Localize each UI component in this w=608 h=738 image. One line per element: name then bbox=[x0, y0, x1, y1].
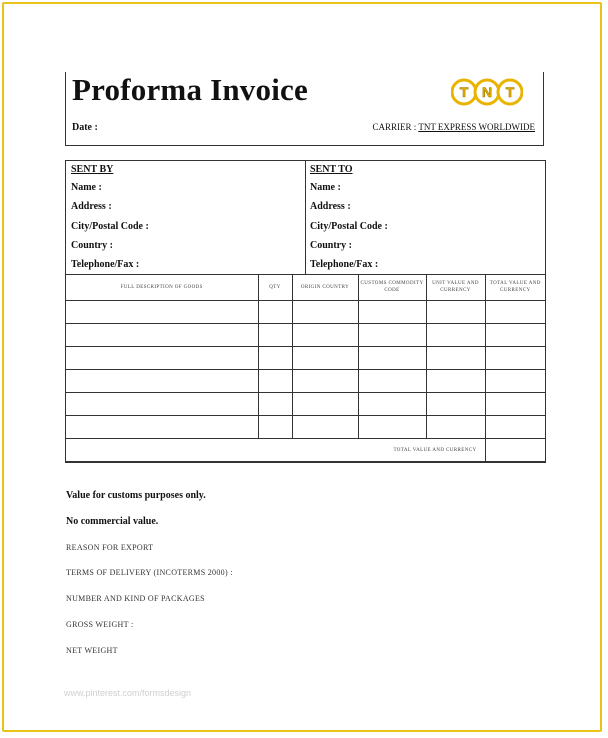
total-value-cell[interactable] bbox=[485, 324, 545, 347]
unit-value-cell[interactable] bbox=[426, 416, 485, 439]
invoice-body bbox=[65, 160, 546, 463]
commodity-code-cell[interactable] bbox=[358, 393, 426, 416]
invoice-header bbox=[65, 72, 544, 146]
qty-cell[interactable] bbox=[258, 301, 292, 324]
total-value-label: TOTAL VALUE AND CURRENCY bbox=[66, 439, 485, 462]
unit-value-cell[interactable] bbox=[426, 393, 485, 416]
commodity-code-cell[interactable] bbox=[358, 301, 426, 324]
column-header-description: FULL DESCRIPTION OF GOODS bbox=[66, 274, 258, 301]
sent-by-section bbox=[66, 161, 306, 274]
commodity-code-cell[interactable] bbox=[358, 324, 426, 347]
watermark-text: www.pinterest.com/formsdesign bbox=[64, 688, 192, 698]
sent-to-section bbox=[305, 161, 545, 274]
table-row bbox=[66, 370, 545, 393]
description-cell[interactable] bbox=[66, 324, 258, 347]
total-row bbox=[66, 439, 545, 462]
total-value-cell[interactable] bbox=[485, 370, 545, 393]
page-title: Proforma Invoice bbox=[72, 72, 308, 107]
table-row bbox=[66, 347, 545, 370]
grand-total-cell[interactable] bbox=[485, 439, 545, 462]
total-value-cell[interactable] bbox=[485, 416, 545, 439]
svg-text:N: N bbox=[481, 84, 493, 100]
unit-value-cell[interactable] bbox=[426, 301, 485, 324]
no-commercial-note: No commercial value. bbox=[66, 516, 159, 527]
svg-text:T: T bbox=[505, 84, 515, 100]
carrier-field bbox=[372, 122, 535, 132]
origin-cell[interactable] bbox=[292, 370, 358, 393]
origin-cell[interactable] bbox=[292, 347, 358, 370]
date-field[interactable]: Date : bbox=[72, 122, 98, 133]
origin-cell[interactable] bbox=[292, 324, 358, 347]
sent-by-telephone-field[interactable]: Telephone/Fax : bbox=[71, 259, 140, 270]
tnt-logo bbox=[451, 77, 523, 107]
column-header-total-value: TOTAL VALUE AND CURRENCY bbox=[485, 274, 545, 301]
origin-cell[interactable] bbox=[292, 393, 358, 416]
total-value-cell[interactable] bbox=[485, 347, 545, 370]
sent-by-country-field[interactable]: Country : bbox=[71, 240, 113, 251]
qty-cell[interactable] bbox=[258, 370, 292, 393]
commodity-code-cell[interactable] bbox=[358, 416, 426, 439]
sent-to-name-field[interactable]: Name : bbox=[310, 182, 341, 193]
sent-by-name-field[interactable]: Name : bbox=[71, 182, 102, 193]
column-header-qty: QTY bbox=[258, 274, 292, 301]
origin-cell[interactable] bbox=[292, 301, 358, 324]
sent-to-city-field[interactable]: City/Postal Code : bbox=[310, 221, 388, 232]
reason-for-export-field[interactable]: REASON FOR EXPORT bbox=[66, 543, 154, 552]
table-row bbox=[66, 324, 545, 347]
column-header-commodity-code: CUSTOMS COMMODITY CODE bbox=[358, 274, 426, 301]
table-row bbox=[66, 416, 545, 439]
total-value-cell[interactable] bbox=[485, 393, 545, 416]
carrier-label: CARRIER : bbox=[372, 122, 417, 132]
unit-value-cell[interactable] bbox=[426, 347, 485, 370]
goods-table bbox=[66, 274, 545, 462]
customs-note: Value for customs purposes only. bbox=[66, 490, 206, 501]
total-value-cell[interactable] bbox=[485, 301, 545, 324]
qty-cell[interactable] bbox=[258, 393, 292, 416]
description-cell[interactable] bbox=[66, 301, 258, 324]
description-cell[interactable] bbox=[66, 347, 258, 370]
sent-by-address-field[interactable]: Address : bbox=[71, 201, 112, 212]
unit-value-cell[interactable] bbox=[426, 370, 485, 393]
sent-by-heading: SENT BY bbox=[71, 164, 114, 175]
address-section bbox=[66, 161, 545, 275]
carrier-value: TNT EXPRESS WORLDWIDE bbox=[418, 122, 535, 132]
gross-weight-field[interactable]: GROSS WEIGHT : bbox=[66, 620, 134, 629]
sent-to-address-field[interactable]: Address : bbox=[310, 201, 351, 212]
net-weight-field[interactable]: NET WEIGHT bbox=[66, 646, 118, 655]
svg-text:T: T bbox=[459, 84, 469, 100]
sent-to-country-field[interactable]: Country : bbox=[310, 240, 352, 251]
sent-to-telephone-field[interactable]: Telephone/Fax : bbox=[310, 259, 379, 270]
packages-field[interactable]: NUMBER AND KIND OF PACKAGES bbox=[66, 594, 205, 603]
commodity-code-cell[interactable] bbox=[358, 347, 426, 370]
column-header-origin: ORIGIN COUNTRY bbox=[292, 274, 358, 301]
description-cell[interactable] bbox=[66, 416, 258, 439]
origin-cell[interactable] bbox=[292, 416, 358, 439]
qty-cell[interactable] bbox=[258, 324, 292, 347]
commodity-code-cell[interactable] bbox=[358, 370, 426, 393]
column-header-unit-value: UNIT VALUE AND CURRENCY bbox=[426, 274, 485, 301]
description-cell[interactable] bbox=[66, 370, 258, 393]
unit-value-cell[interactable] bbox=[426, 324, 485, 347]
table-header-row bbox=[66, 274, 545, 301]
description-cell[interactable] bbox=[66, 393, 258, 416]
qty-cell[interactable] bbox=[258, 347, 292, 370]
sent-to-heading: SENT TO bbox=[310, 164, 353, 175]
tnt-logo-icon bbox=[451, 77, 523, 107]
table-row bbox=[66, 393, 545, 416]
qty-cell[interactable] bbox=[258, 416, 292, 439]
table-row bbox=[66, 301, 545, 324]
sent-by-city-field[interactable]: City/Postal Code : bbox=[71, 221, 149, 232]
terms-of-delivery-field[interactable]: TERMS OF DELIVERY (INCOTERMS 2000) : bbox=[66, 568, 233, 577]
